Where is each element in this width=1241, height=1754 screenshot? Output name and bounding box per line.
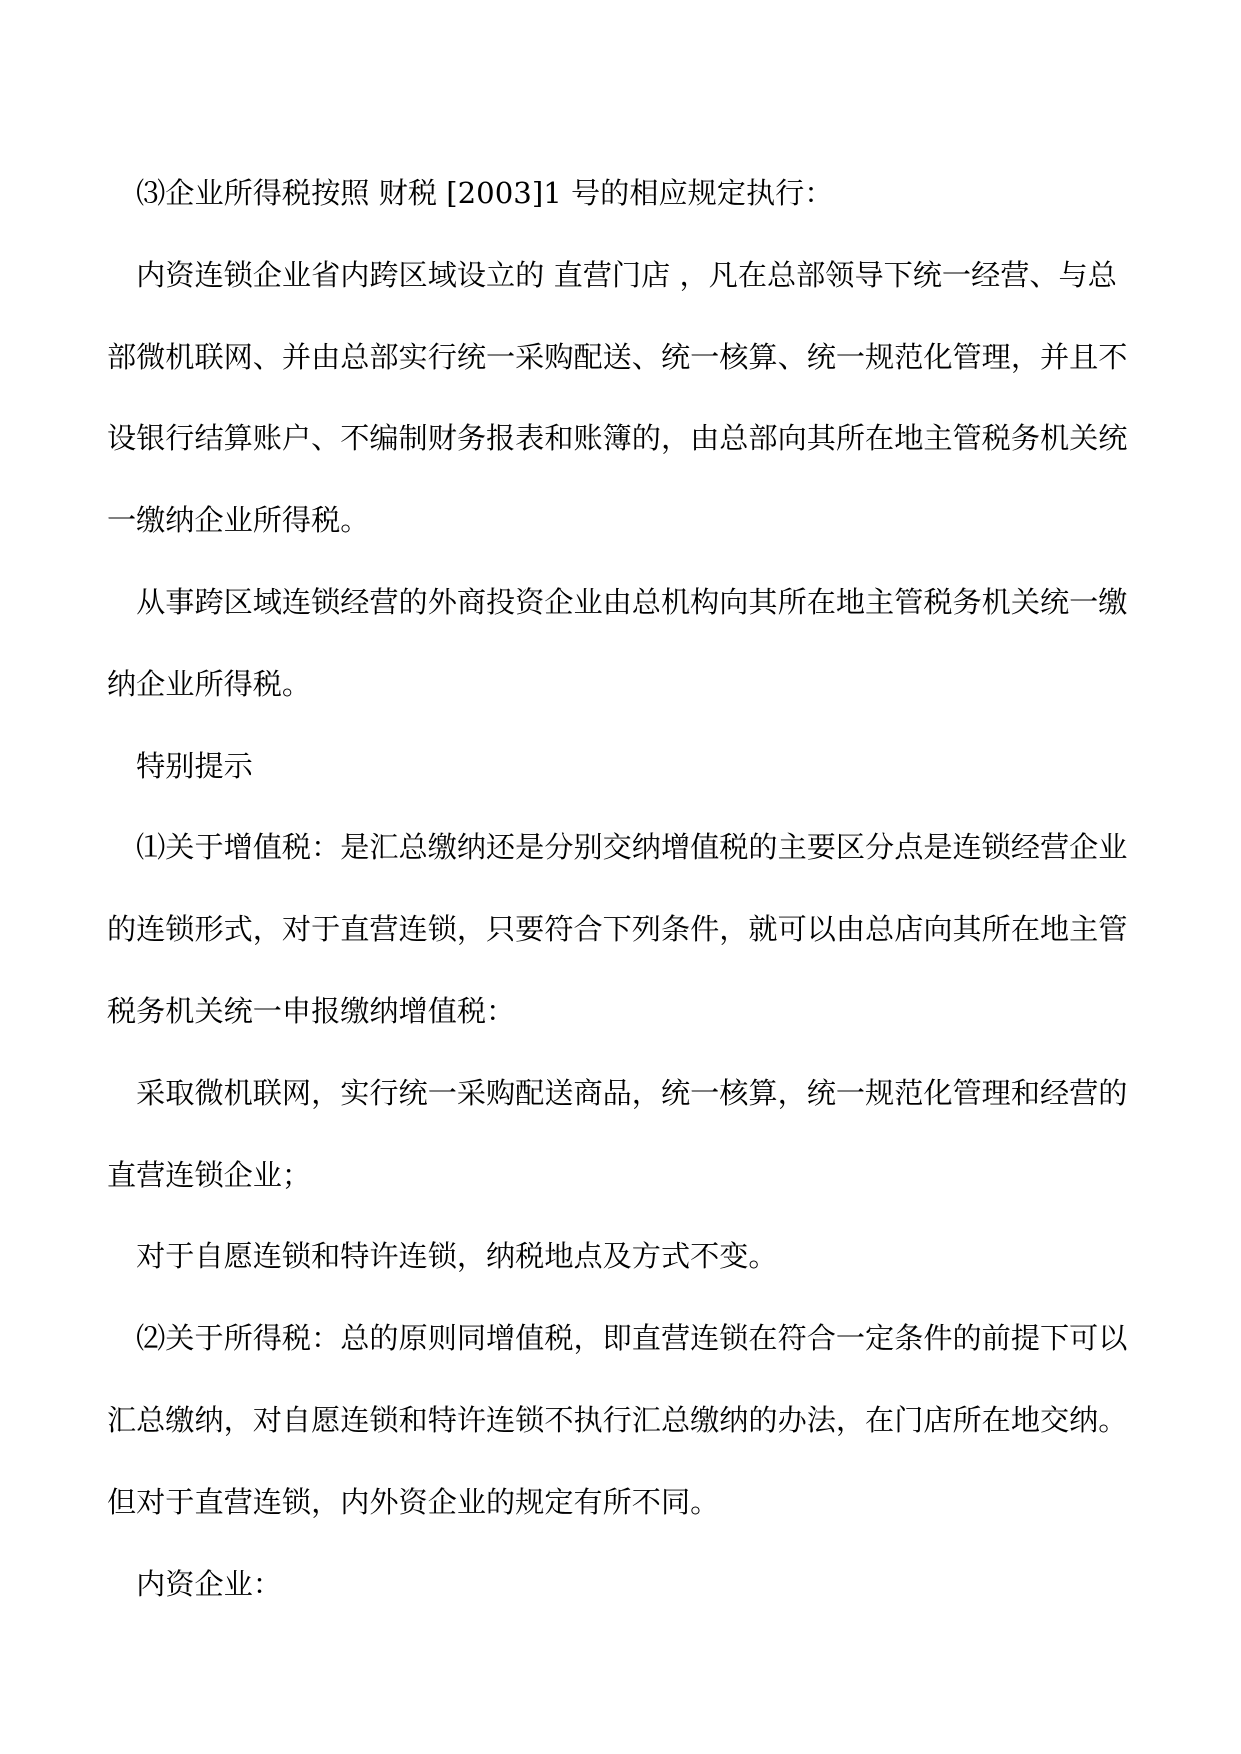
text-line: 一缴纳企业所得税。 (107, 503, 370, 538)
text-line: 设银行结算账户、不编制财务报表和账簿的，由总部向其所在地主管税务机关统 (107, 421, 1128, 456)
text-line: 税务机关统一申报缴纳增值税： (107, 993, 516, 1028)
text-line: 对于自愿连锁和特许连锁，纳税地点及方式不变。 (136, 1239, 778, 1274)
text-line: 内资企业： (136, 1566, 282, 1601)
text-line: 汇总缴纳，对自愿连锁和特许连锁不执行汇总缴纳的办法，在门店所在地交纳。 (107, 1402, 1128, 1437)
paragraph-voluntary-franchise (107, 1216, 1141, 1298)
text-line: 从事跨区域连锁经营的外商投资企业由总机构向其所在地主管税务机关统一缴 (136, 584, 1128, 619)
paragraph-vat-condition (107, 1053, 1141, 1217)
text-line: 特别提示 (136, 748, 253, 783)
paragraph-income-tax (107, 1298, 1141, 1543)
text-line: 但对于直营连锁，内外资企业的规定有所不同。 (107, 1484, 720, 1519)
text-line: 内资连锁企业省内跨区域设立的 直营门店 ，凡在总部领导下统一经营、与总 (136, 257, 1117, 292)
text-line: 直营连锁企业； (107, 1157, 312, 1192)
text-line: ⑴关于增值税：是汇总缴纳还是分别交纳增值税的主要区分点是连锁经营企业 (136, 830, 1128, 865)
text-line: 的连锁形式，对于直营连锁，只要符合下列条件，就可以由总店向其所在地主管 (107, 912, 1128, 947)
text-line: 采取微机联网，实行统一采购配送商品，统一核算，统一规范化管理和经营的 (136, 1075, 1128, 1110)
section-heading-special-notice (107, 726, 1141, 808)
text-line: 纳企业所得税。 (107, 666, 312, 701)
paragraph-enterprise-income-tax-rule (107, 153, 1141, 235)
paragraph-domestic-chain (107, 235, 1141, 562)
text-line: 部微机联网、并由总部实行统一采购配送、统一核算、统一规范化管理，并且不 (107, 339, 1128, 374)
text-line: ⑶企业所得税按照 财税 [2003]1 号的相应规定执行： (136, 176, 834, 210)
paragraph-vat (107, 807, 1141, 1052)
paragraph-foreign-investment-chain (107, 562, 1141, 726)
text-line: ⑵关于所得税：总的原则同增值税，即直营连锁在符合一定条件的前提下可以 (136, 1321, 1128, 1356)
paragraph-domestic-enterprise (107, 1544, 1141, 1626)
